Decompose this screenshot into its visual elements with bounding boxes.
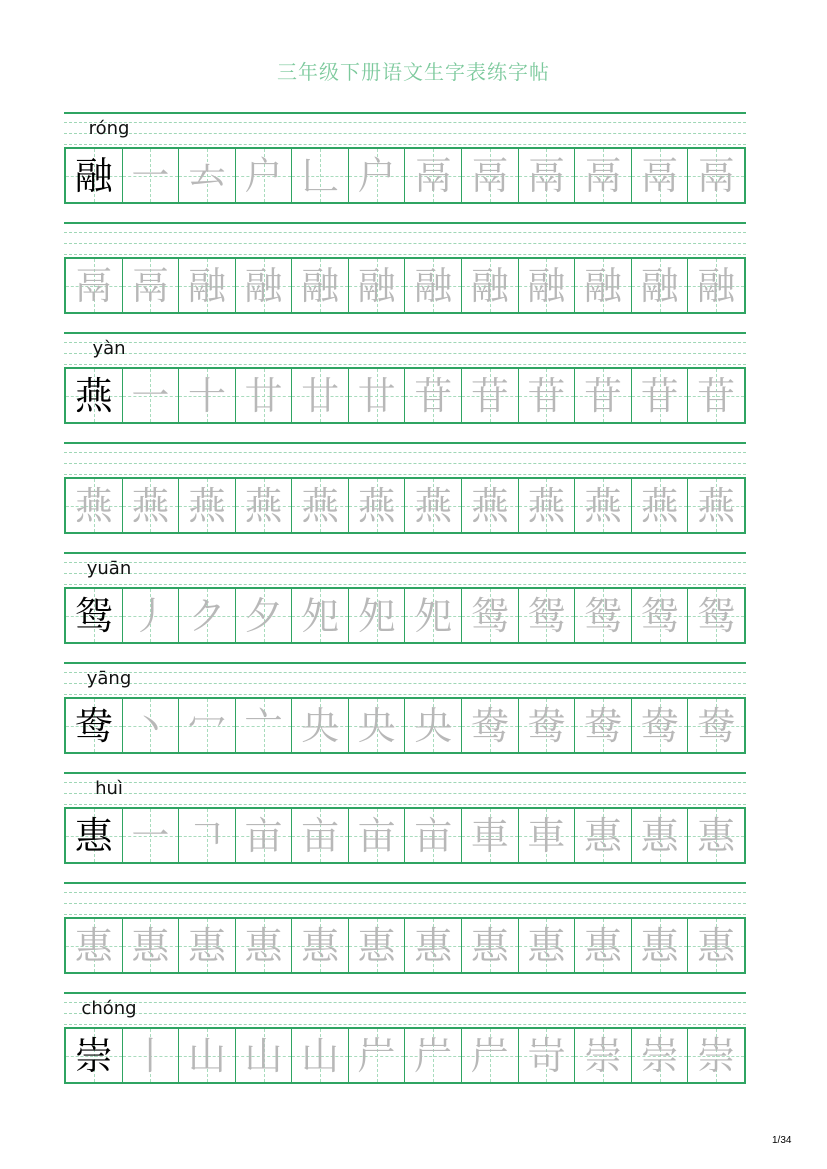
practice-cell[interactable] (178, 919, 235, 972)
trace-character: 一 (131, 813, 170, 858)
trace-character: 燕 (187, 483, 226, 528)
practice-cell[interactable] (66, 369, 122, 422)
trace-character: 𠫓 (187, 153, 226, 198)
trace-character: 燕 (640, 483, 679, 528)
trace-character: 鸯 (470, 703, 509, 748)
pinyin-guide-line (64, 232, 746, 233)
tianzige-grid (64, 257, 746, 314)
trace-character: 屵 (414, 1033, 453, 1078)
practice-cell[interactable] (348, 369, 405, 422)
trace-character: 鸯 (697, 703, 736, 748)
page-title: 三年级下册语文生字表练字帖 (277, 60, 550, 84)
practice-cell[interactable] (518, 919, 575, 972)
pinyin-guide-line (64, 353, 746, 354)
pinyin-guide-line (64, 144, 746, 145)
practice-cell[interactable] (518, 149, 575, 202)
trace-character: 山 (187, 1033, 226, 1078)
trace-character: 惠 (527, 923, 566, 968)
trace-character: 山 (244, 1033, 283, 1078)
model-character: 惠 (74, 923, 113, 968)
trace-character: 惠 (640, 923, 679, 968)
pinyin-label: yàn (92, 338, 126, 359)
pinyin-guide-line (64, 793, 746, 794)
trace-character: 亩 (244, 813, 283, 858)
practice-cell[interactable] (66, 479, 122, 532)
trace-character: 燕 (583, 483, 622, 528)
trace-character: 夗 (357, 593, 396, 638)
pinyin-band (64, 661, 746, 697)
pinyin-band (64, 991, 746, 1027)
trace-character: 廿 (244, 373, 283, 418)
tianzige-grid (64, 917, 746, 974)
practice-cell[interactable] (122, 1029, 179, 1082)
trace-character: 丨 (131, 1033, 170, 1078)
pinyin-band (64, 111, 746, 147)
tianzige-grid (64, 697, 746, 754)
trace-character: 燕 (301, 483, 340, 528)
trace-character: 鬲 (414, 153, 453, 198)
trace-character: 户 (244, 153, 283, 198)
practice-row (64, 441, 746, 551)
practice-cell[interactable] (291, 589, 348, 642)
tianzige-grid (64, 367, 746, 424)
practice-cell[interactable] (518, 809, 575, 862)
model-character: 鸯 (74, 703, 113, 748)
practice-cell[interactable] (291, 1029, 348, 1082)
pinyin-guide-line (64, 584, 746, 585)
practice-cell[interactable] (574, 369, 631, 422)
practice-cell[interactable] (66, 919, 122, 972)
practice-cell[interactable] (348, 919, 405, 972)
pinyin-guide-line (64, 1002, 746, 1003)
practice-cell[interactable] (687, 589, 744, 642)
trace-character: 丿 (131, 593, 170, 638)
practice-cell[interactable] (631, 919, 688, 972)
practice-row (64, 331, 746, 441)
practice-cell[interactable] (122, 699, 179, 752)
practice-cell[interactable] (404, 589, 461, 642)
practice-cell[interactable] (291, 259, 348, 312)
pinyin-guide-line (64, 332, 746, 334)
pinyin-band (64, 771, 746, 807)
practice-cell[interactable] (178, 809, 235, 862)
practice-cell[interactable] (348, 149, 405, 202)
pinyin-guide-line (64, 364, 746, 365)
practice-row (64, 661, 746, 771)
pinyin-guide-line (64, 573, 746, 574)
trace-character: 亩 (414, 813, 453, 858)
trace-character: 燕 (470, 483, 509, 528)
trace-character: 廿 (301, 373, 340, 418)
practice-cell[interactable] (574, 1029, 631, 1082)
trace-character: 燕 (414, 483, 453, 528)
practice-cell[interactable] (518, 369, 575, 422)
pinyin-guide-line (64, 903, 746, 904)
practice-cell[interactable] (235, 919, 292, 972)
pinyin-guide-line (64, 662, 746, 664)
trace-character: 鬲 (131, 263, 170, 308)
practice-cell[interactable] (631, 369, 688, 422)
pinyin-guide-line (64, 342, 746, 343)
pinyin-guide-line (64, 222, 746, 224)
pinyin-band (64, 881, 746, 917)
practice-cell[interactable] (518, 699, 575, 752)
practice-cell[interactable] (631, 149, 688, 202)
trace-character: 屵 (357, 1033, 396, 1078)
practice-cell[interactable] (291, 699, 348, 752)
trace-character: 亠 (244, 703, 283, 748)
practice-cell[interactable] (348, 809, 405, 862)
pinyin-guide-line (64, 562, 746, 563)
practice-cell[interactable] (404, 479, 461, 532)
pinyin-guide-line (64, 474, 746, 475)
practice-cell[interactable] (291, 149, 348, 202)
pinyin-label: yuān (86, 558, 132, 579)
trace-character: 𠃊 (301, 153, 340, 198)
tianzige-grid (64, 477, 746, 534)
practice-cell[interactable] (518, 589, 575, 642)
practice-cell[interactable] (574, 149, 631, 202)
pinyin-band (64, 331, 746, 367)
practice-cell[interactable] (574, 809, 631, 862)
pinyin-guide-line (64, 683, 746, 684)
practice-cell[interactable] (461, 589, 518, 642)
practice-cell[interactable] (348, 589, 405, 642)
trace-character: 苷 (640, 373, 679, 418)
practice-cell[interactable] (404, 1029, 461, 1082)
practice-cell[interactable] (631, 259, 688, 312)
practice-row (64, 221, 746, 331)
trace-character: 鬲 (697, 153, 736, 198)
tianzige-grid (64, 147, 746, 204)
trace-character: 融 (244, 263, 283, 308)
trace-character: 鬲 (640, 153, 679, 198)
practice-cell[interactable] (574, 699, 631, 752)
trace-character: 苷 (583, 373, 622, 418)
trace-character: 冖 (187, 703, 226, 748)
trace-character: 山 (301, 1033, 340, 1078)
trace-character: 惠 (131, 923, 170, 968)
trace-character: 苷 (697, 373, 736, 418)
trace-character: 融 (470, 263, 509, 308)
trace-character: 央 (301, 703, 340, 748)
trace-character: 融 (357, 263, 396, 308)
trace-character: 惠 (470, 923, 509, 968)
practice-cell[interactable] (574, 479, 631, 532)
pinyin-guide-line (64, 122, 746, 123)
practice-cell[interactable] (461, 699, 518, 752)
pinyin-guide-line (64, 442, 746, 444)
practice-cell[interactable] (574, 259, 631, 312)
pinyin-guide-line (64, 882, 746, 884)
practice-cell[interactable] (687, 479, 744, 532)
practice-cell[interactable] (66, 589, 122, 642)
practice-cell[interactable] (291, 809, 348, 862)
practice-cell[interactable] (518, 1029, 575, 1082)
tianzige-grid (64, 807, 746, 864)
trace-character: 惠 (414, 923, 453, 968)
pinyin-guide-line (64, 782, 746, 783)
practice-cell[interactable] (235, 699, 292, 752)
trace-character: 惠 (583, 923, 622, 968)
practice-cell[interactable] (122, 919, 179, 972)
practice-cell[interactable] (66, 1029, 122, 1082)
pinyin-guide-line (64, 1024, 746, 1025)
trace-character: 燕 (131, 483, 170, 528)
trace-character: 惠 (640, 813, 679, 858)
practice-row (64, 991, 746, 1101)
practice-cell[interactable] (461, 479, 518, 532)
practice-cell[interactable] (404, 919, 461, 972)
practice-cell[interactable] (235, 149, 292, 202)
trace-character: 燕 (357, 483, 396, 528)
trace-character: 鸳 (697, 593, 736, 638)
pinyin-guide-line (64, 804, 746, 805)
pinyin-guide-line (64, 133, 746, 134)
practice-cell[interactable] (687, 809, 744, 862)
trace-character: 苷 (414, 373, 453, 418)
trace-character: 苷 (470, 373, 509, 418)
practice-cell[interactable] (66, 699, 122, 752)
practice-cell[interactable] (122, 479, 179, 532)
model-character: 崇 (74, 1033, 113, 1078)
trace-character: 亩 (357, 813, 396, 858)
pinyin-guide-line (64, 914, 746, 915)
model-character: 鬲 (74, 263, 113, 308)
practice-cell[interactable] (631, 479, 688, 532)
tianzige-grid (64, 1027, 746, 1084)
trace-character: 融 (640, 263, 679, 308)
practice-cell[interactable] (404, 809, 461, 862)
trace-character: 鸳 (527, 593, 566, 638)
trace-character: 屵 (470, 1033, 509, 1078)
trace-character: 户 (357, 153, 396, 198)
pinyin-guide-line (64, 772, 746, 774)
pinyin-label: yāng (86, 668, 132, 689)
trace-character: 夗 (301, 593, 340, 638)
practice-cell[interactable] (122, 149, 179, 202)
practice-cell[interactable] (631, 589, 688, 642)
practice-cell[interactable] (178, 1029, 235, 1082)
practice-cell[interactable] (122, 589, 179, 642)
practice-cell[interactable] (348, 1029, 405, 1082)
pinyin-guide-line (64, 452, 746, 453)
practice-cell[interactable] (461, 1029, 518, 1082)
practice-cell[interactable] (687, 699, 744, 752)
model-character: 惠 (74, 813, 113, 858)
practice-sheet (64, 111, 746, 1101)
practice-cell[interactable] (461, 259, 518, 312)
trace-character: 車 (527, 813, 566, 858)
pinyin-label: chóng (81, 998, 137, 1019)
practice-cell[interactable] (291, 919, 348, 972)
practice-cell[interactable] (122, 259, 179, 312)
trace-character: 崇 (697, 1033, 736, 1078)
practice-cell[interactable] (348, 479, 405, 532)
practice-cell[interactable] (404, 149, 461, 202)
model-character: 鸳 (74, 593, 113, 638)
trace-character: 鬲 (470, 153, 509, 198)
practice-cell[interactable] (235, 809, 292, 862)
practice-cell[interactable] (461, 369, 518, 422)
trace-character: 一 (131, 153, 170, 198)
practice-cell[interactable] (348, 259, 405, 312)
trace-character: 鬲 (583, 153, 622, 198)
pinyin-label: huì (95, 778, 123, 799)
pinyin-guide-line (64, 463, 746, 464)
trace-character: 鸯 (583, 703, 622, 748)
trace-character: 燕 (697, 483, 736, 528)
practice-cell[interactable] (235, 589, 292, 642)
trace-character: 惠 (244, 923, 283, 968)
trace-character: 夕 (244, 593, 283, 638)
practice-cell[interactable] (178, 149, 235, 202)
trace-character: 融 (187, 263, 226, 308)
trace-character: 惠 (697, 923, 736, 968)
practice-cell[interactable] (631, 699, 688, 752)
practice-cell[interactable] (122, 369, 179, 422)
practice-cell[interactable] (687, 919, 744, 972)
practice-cell[interactable] (178, 479, 235, 532)
trace-character: 丶 (131, 703, 170, 748)
trace-character: 燕 (244, 483, 283, 528)
trace-character: 鸳 (583, 593, 622, 638)
practice-cell[interactable] (404, 369, 461, 422)
practice-cell[interactable] (518, 479, 575, 532)
pinyin-band (64, 441, 746, 477)
trace-character: 融 (301, 263, 340, 308)
tianzige-grid (64, 587, 746, 644)
trace-character: 崇 (640, 1033, 679, 1078)
trace-character: 一 (131, 373, 170, 418)
trace-character: 燕 (527, 483, 566, 528)
practice-cell[interactable] (235, 1029, 292, 1082)
trace-character: 惠 (301, 923, 340, 968)
practice-cell[interactable] (291, 479, 348, 532)
pinyin-guide-line (64, 112, 746, 114)
practice-cell[interactable] (178, 699, 235, 752)
trace-character: 崇 (583, 1033, 622, 1078)
trace-character: 廿 (357, 373, 396, 418)
practice-cell[interactable] (66, 259, 122, 312)
practice-cell[interactable] (687, 149, 744, 202)
practice-cell[interactable] (687, 259, 744, 312)
trace-character: ク (187, 593, 226, 638)
trace-character: 惠 (357, 923, 396, 968)
pinyin-guide-line (64, 992, 746, 994)
pinyin-label: róng (88, 118, 130, 139)
trace-character: 鬲 (527, 153, 566, 198)
trace-character: 岢 (527, 1033, 566, 1078)
practice-cell[interactable] (574, 919, 631, 972)
practice-row (64, 771, 746, 881)
trace-character: 央 (414, 703, 453, 748)
practice-cell[interactable] (66, 149, 122, 202)
practice-cell[interactable] (235, 369, 292, 422)
trace-character: 鸳 (640, 593, 679, 638)
practice-cell[interactable] (518, 259, 575, 312)
practice-cell[interactable] (687, 369, 744, 422)
practice-cell[interactable] (461, 149, 518, 202)
practice-cell[interactable] (348, 699, 405, 752)
practice-row (64, 881, 746, 991)
practice-row (64, 551, 746, 661)
trace-character: 亩 (301, 813, 340, 858)
practice-cell[interactable] (235, 479, 292, 532)
practice-cell[interactable] (235, 259, 292, 312)
trace-character: 夗 (414, 593, 453, 638)
pinyin-band (64, 221, 746, 257)
trace-character: 惠 (583, 813, 622, 858)
model-character: 燕 (74, 483, 113, 528)
trace-character: 十 (187, 373, 226, 418)
practice-cell[interactable] (631, 809, 688, 862)
practice-cell[interactable] (574, 589, 631, 642)
pinyin-band (64, 551, 746, 587)
trace-character: 融 (583, 263, 622, 308)
trace-character: 惠 (697, 813, 736, 858)
pinyin-guide-line (64, 672, 746, 673)
trace-character: 央 (357, 703, 396, 748)
trace-character: 車 (470, 813, 509, 858)
practice-cell[interactable] (178, 589, 235, 642)
pinyin-guide-line (64, 694, 746, 695)
practice-cell[interactable] (687, 1029, 744, 1082)
trace-character: 苷 (527, 373, 566, 418)
model-character: 融 (74, 153, 113, 198)
pinyin-guide-line (64, 892, 746, 893)
trace-character: 融 (527, 263, 566, 308)
practice-cell[interactable] (122, 809, 179, 862)
practice-cell[interactable] (66, 809, 122, 862)
practice-cell[interactable] (404, 699, 461, 752)
practice-cell[interactable] (404, 259, 461, 312)
trace-character: 融 (414, 263, 453, 308)
practice-cell[interactable] (291, 369, 348, 422)
pinyin-guide-line (64, 552, 746, 554)
practice-cell[interactable] (178, 259, 235, 312)
practice-cell[interactable] (461, 809, 518, 862)
trace-character: 𠃍 (187, 813, 226, 858)
pinyin-guide-line (64, 243, 746, 244)
trace-character: 惠 (187, 923, 226, 968)
trace-character: 鸯 (640, 703, 679, 748)
practice-cell[interactable] (461, 919, 518, 972)
trace-character: 鸯 (527, 703, 566, 748)
pinyin-guide-line (64, 254, 746, 255)
trace-character: 融 (697, 263, 736, 308)
trace-character: 鸳 (470, 593, 509, 638)
page-number: 1/34 (772, 1135, 792, 1146)
pinyin-guide-line (64, 1013, 746, 1014)
practice-row (64, 111, 746, 221)
model-character: 燕 (74, 373, 113, 418)
practice-cell[interactable] (178, 369, 235, 422)
practice-cell[interactable] (631, 1029, 688, 1082)
